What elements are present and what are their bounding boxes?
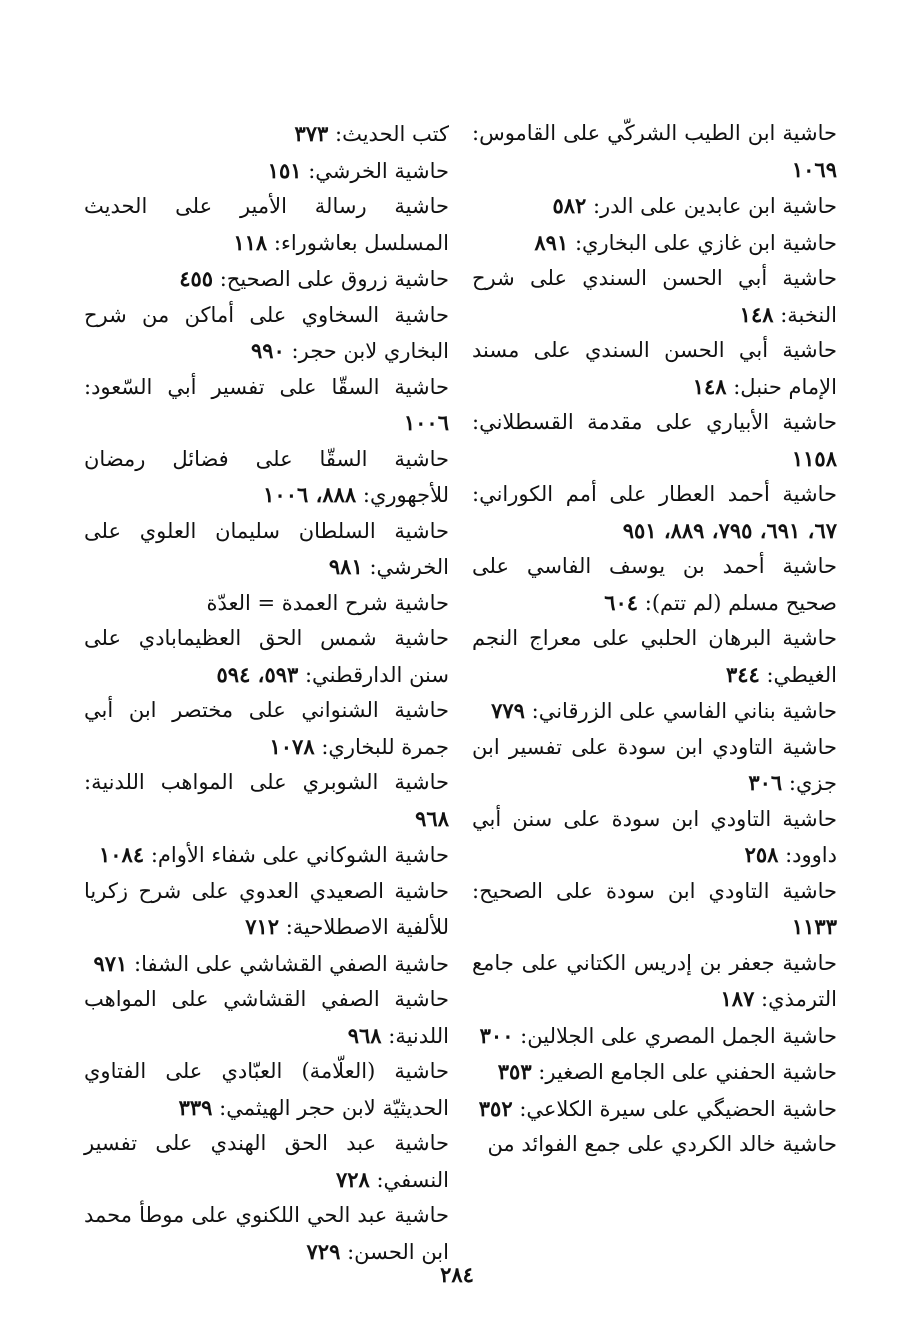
index-entry bbox=[84, 442, 449, 514]
entry-page-refs: ٨٨٨، ١٠٠٦ bbox=[263, 482, 357, 507]
entry-page-refs: ١١٥٨ bbox=[791, 445, 837, 471]
entry-title: حاشية أبي الحسن السندي على شرح النخبة: bbox=[472, 266, 837, 327]
index-entry bbox=[84, 765, 449, 837]
entry-title: حاشية الخرشي: bbox=[308, 158, 449, 183]
index-entry bbox=[84, 370, 449, 442]
index-entry bbox=[84, 693, 449, 765]
entry-page-refs: ١٠٠٦ bbox=[403, 410, 449, 435]
entry-title: حاشية الحضيگي على سيرة الكلاعي: bbox=[519, 1096, 837, 1121]
entry-title: حاشية الحفني على الجامع الصغير: bbox=[538, 1060, 837, 1084]
entry-page-refs: ٤٥٥ bbox=[179, 266, 214, 291]
index-entry bbox=[472, 730, 837, 802]
entry-page-refs: ٩٨١ bbox=[328, 554, 363, 579]
entry-page-refs: ٣٤٤ bbox=[725, 661, 760, 687]
entry-title: حاشية السخاوي على أماكن من شرح البخاري لابن حجر: bbox=[84, 302, 449, 363]
entry-title: حاشية جعفر بن إدريس الكتاني على جامع الترمذي: bbox=[472, 950, 837, 1011]
entry-page-refs: ٧٢٩ bbox=[306, 1238, 341, 1264]
entry-page-refs: ٩٩٠ bbox=[251, 338, 285, 363]
index-entry bbox=[472, 621, 837, 693]
index-entry bbox=[84, 514, 449, 586]
entry-title: حاشية عبد الحق الهندي على تفسير النسفي: bbox=[84, 1131, 449, 1192]
index-entry bbox=[472, 802, 837, 874]
entry-title: حاشية الشوكاني على شفاء الأوام: bbox=[150, 843, 449, 867]
entry-page-refs: ١٨٧ bbox=[720, 986, 755, 1011]
entry-page-refs: ٣٧٣ bbox=[294, 121, 329, 146]
entry-title: حاشية شرح العمدة = العدّة bbox=[206, 590, 449, 615]
entry-page-refs: ٢٥٨ bbox=[744, 842, 779, 867]
index-entry bbox=[84, 1126, 449, 1198]
index-column-right bbox=[472, 116, 837, 1163]
entry-title: حاشية ابن عابدين على الدر: bbox=[592, 194, 837, 218]
index-entry bbox=[472, 188, 837, 225]
index-entry bbox=[472, 477, 837, 549]
entry-page-refs: ١٠٧٨ bbox=[269, 733, 315, 759]
entry-title: حاشية الصعيدي العدوي على شرح زكريا للألفية الاصطلاحية: bbox=[84, 878, 449, 939]
entry-title: حاشية الشوبري على المواهب اللدنية: bbox=[84, 770, 449, 794]
entry-page-refs: ١١٣٣ bbox=[791, 914, 837, 939]
index-entry bbox=[472, 261, 837, 333]
entry-title: حاشية أحمد العطار على أمم الكوراني: bbox=[472, 482, 837, 506]
entry-page-refs: ١٠٦٩ bbox=[791, 156, 837, 182]
entry-title: كتب الحديث: bbox=[335, 122, 449, 146]
index-entry bbox=[472, 874, 837, 946]
index-entry bbox=[84, 1198, 449, 1270]
entry-page-refs: ١٤٨ bbox=[739, 301, 774, 327]
entry-title: حاشية خالد الكردي على جمع الفوائد من bbox=[487, 1132, 837, 1156]
entry-title: حاشية شمس الحق العظيمابادي على سنن الدارقطني: bbox=[84, 626, 449, 687]
index-entry bbox=[472, 946, 837, 1018]
entry-page-refs: ٦٧، ٦٩١، ٧٩٥، ٨٨٩، ٩٥١ bbox=[622, 517, 837, 543]
entry-page-refs: ٧٧٩ bbox=[491, 698, 525, 723]
entry-title: حاشية (العلّامة) العبّادي على الفتاوي الحديثيّة لابن حجر الهيثمي: bbox=[84, 1059, 449, 1120]
index-entry bbox=[472, 1091, 837, 1128]
entry-title: حاشية رسالة الأمير على الحديث المسلسل بعاشوراء: bbox=[84, 194, 449, 255]
index-entry bbox=[84, 982, 449, 1054]
entry-title: حاشية السلطان سليمان العلوي على الخرشي: bbox=[84, 518, 449, 579]
index-entry bbox=[472, 1018, 837, 1055]
index-entry bbox=[84, 621, 449, 693]
entry-title: حاشية ابن الطيب الشركّي على القاموس: bbox=[472, 121, 837, 145]
entry-page-refs: ١٠٨٤ bbox=[99, 842, 145, 867]
index-entry bbox=[472, 333, 837, 405]
entry-page-refs: ٥٨٢ bbox=[552, 193, 587, 218]
entry-title: حاشية التاودي ابن سودة على سنن أبي داوود: bbox=[472, 806, 837, 867]
index-column-left bbox=[84, 116, 449, 1270]
entry-title: حاشية زروق على الصحيح: bbox=[219, 267, 449, 291]
index-entry bbox=[84, 946, 449, 983]
page-number: ٢٨٤ bbox=[440, 1262, 474, 1287]
entry-title: حاشية التاودي ابن سودة على الصحيح: bbox=[472, 878, 837, 903]
entry-page-refs: ٨٩١ bbox=[534, 229, 569, 255]
entry-title: حاشية التاودي ابن سودة على تفسير ابن جزي: bbox=[472, 734, 837, 795]
index-entry bbox=[472, 225, 837, 262]
entry-title: حاشية الصفي القشاشي على المواهب اللدنية: bbox=[84, 987, 449, 1048]
index-entry bbox=[84, 1054, 449, 1126]
index-entry bbox=[84, 298, 449, 370]
entry-page-refs: ١٤٨ bbox=[692, 373, 727, 399]
entry-page-refs: ٣٠٠ bbox=[479, 1022, 514, 1048]
entry-title: حاشية الصفي القشاشي على الشفا: bbox=[134, 951, 449, 976]
index-entry bbox=[84, 874, 449, 946]
entry-page-refs: ٩٦٨ bbox=[347, 1022, 382, 1048]
index-entry bbox=[472, 116, 837, 188]
entry-title: حاشية السقّا على فضائل رمضان للأجهوري: bbox=[84, 446, 449, 507]
index-entry bbox=[472, 1127, 837, 1163]
entry-page-refs: ٩٦٨ bbox=[415, 805, 449, 831]
index-entry bbox=[84, 153, 449, 190]
entry-page-refs: ٥٩٣، ٥٩٤ bbox=[216, 661, 299, 687]
entry-page-refs: ٧١٢ bbox=[245, 914, 280, 939]
entry-title: حاشية بناني الفاسي على الزرقاني: bbox=[531, 699, 837, 723]
index-entry bbox=[84, 116, 449, 153]
entry-page-refs: ١٥١ bbox=[267, 157, 302, 183]
entry-page-refs: ٣٥٢ bbox=[478, 1095, 513, 1121]
entry-page-refs: ٣٠٦ bbox=[748, 770, 783, 795]
index-entry bbox=[84, 189, 449, 261]
entry-title: حاشية الشنواني على مختصر ابن أبي جمرة للبخاري: bbox=[84, 698, 449, 759]
index-entry bbox=[84, 261, 449, 298]
entry-title: حاشية البرهان الحلبي على معراج النجم الغيطي: bbox=[472, 626, 837, 687]
index-entry bbox=[472, 549, 837, 621]
entry-title: حاشية أبي الحسن السندي على مسند الإمام حنبل: bbox=[472, 338, 837, 399]
entry-page-refs: ٦٠٤ bbox=[604, 589, 639, 615]
entry-page-refs: ١١٨ bbox=[233, 229, 268, 255]
index-entry bbox=[472, 693, 837, 730]
index-entry bbox=[472, 1054, 837, 1091]
entry-page-refs: ٧٢٨ bbox=[335, 1166, 370, 1192]
entry-title: حاشية الجمل المصري على الجلالين: bbox=[520, 1023, 837, 1048]
entry-page-refs: ٣٥٣ bbox=[497, 1059, 532, 1084]
entry-title: حاشية ابن غازي على البخاري: bbox=[574, 230, 837, 255]
index-entry bbox=[472, 405, 837, 477]
entry-title: حاشية الأبياري على مقدمة القسطلاني: bbox=[472, 410, 837, 434]
index-entry bbox=[84, 837, 449, 874]
entry-title: حاشية عبد الحي اللكنوي على موطأ محمد ابن الحسن: bbox=[84, 1203, 449, 1264]
entry-page-refs: ٣٣٩ bbox=[178, 1094, 213, 1120]
entry-title: حاشية السقّا على تفسير أبي السّعود: bbox=[84, 374, 449, 399]
entry-page-refs: ٩٧١ bbox=[93, 950, 128, 976]
entry-title: حاشية أحمد بن يوسف الفاسي على صحيح مسلم (لم تتم): bbox=[472, 554, 837, 615]
index-entry bbox=[84, 586, 449, 622]
